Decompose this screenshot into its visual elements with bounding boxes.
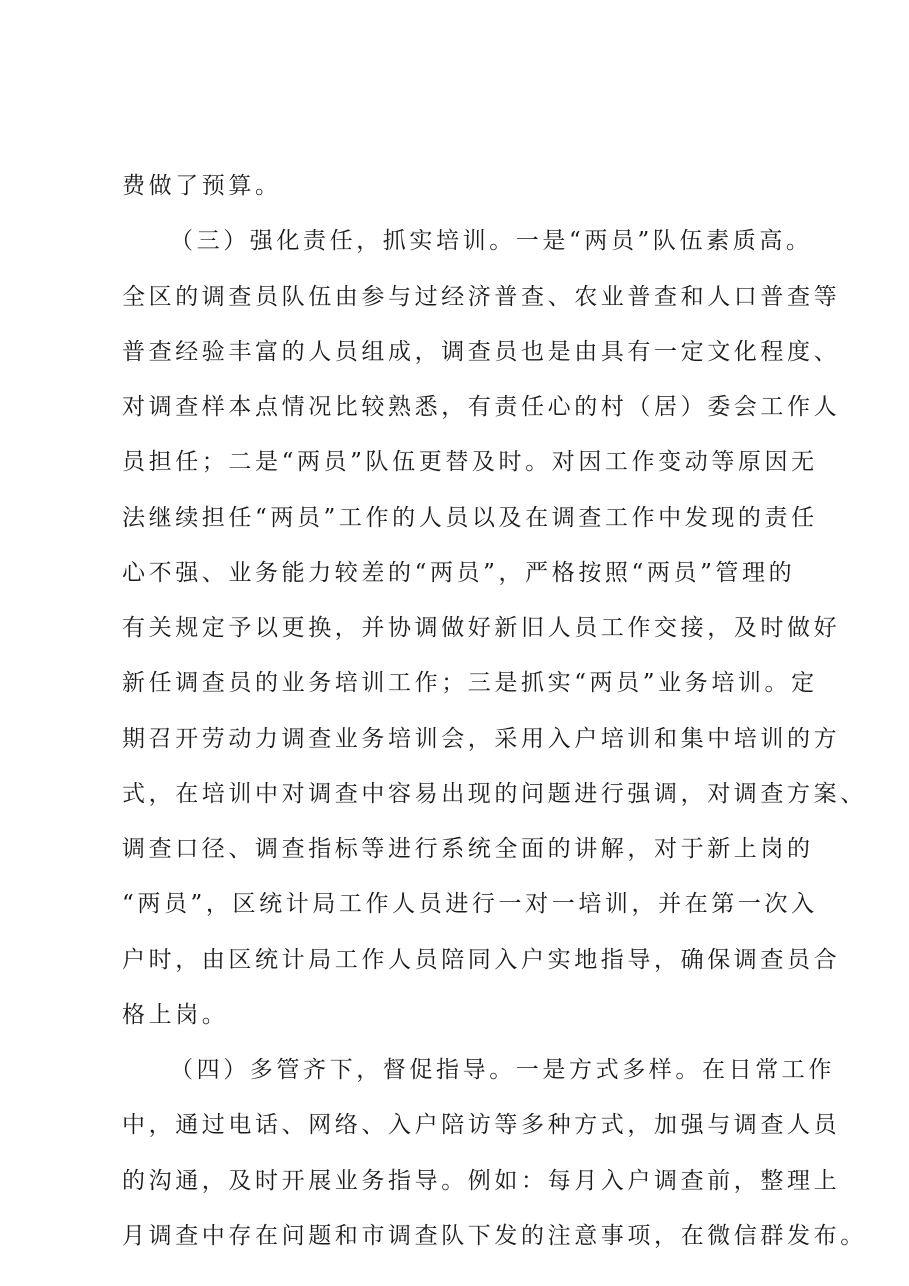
text-line: 中，通过电话、网络、入户陪访等多种方式，加强与调查人员 — [122, 1112, 841, 1138]
text-line: 式，在培训中对调查中容易出现的问题进行强调，对调查方案、 — [122, 781, 867, 807]
text-line: 户时，由区统计局工作人员陪同入户实地指导，确保调查员合 — [122, 947, 841, 973]
text-line: 的沟通，及时开展业务指导。例如：每月入户调查前，整理上 — [122, 1168, 841, 1194]
text-line: 费做了预算。 — [122, 173, 282, 199]
text-line: 全区的调查员队伍由参与过经济普查、农业普查和人口普查等 — [122, 284, 841, 310]
section-heading-4: （四）多管齐下，督促指导。一是方式多样。在日常工作 — [170, 1057, 835, 1083]
text-line: “两员”，区统计局工作人员进行一对一培训，并在第一次入 — [122, 891, 818, 917]
text-line: 期召开劳动力调查业务培训会，采用入户培训和集中培训的方 — [122, 726, 841, 752]
text-line: 格上岗。 — [122, 1002, 229, 1028]
section-heading-3: （三）强化责任，抓实培训。一是“两员”队伍素质高。 — [170, 228, 813, 254]
text-line: 有关规定予以更换，并协调做好新旧人员工作交接，及时做好 — [122, 615, 841, 641]
text-line: 对调查样本点情况比较熟悉，有责任心的村（居）委会工作人 — [122, 394, 841, 420]
text-line: 新任调查员的业务培训工作；三是抓实“两员”业务培训。定 — [122, 670, 818, 696]
text-line: 心不强、业务能力较差的“两员”，严格按照“两员”管理的 — [122, 560, 796, 586]
text-line: 月调查中存在问题和市调查队下发的注意事项，在微信群发布。 — [122, 1223, 867, 1249]
text-line: 调查口径、调查指标等进行系统全面的讲解，对于新上岗的 — [122, 836, 814, 862]
text-line: 普查经验丰富的人员组成，调查员也是由具有一定文化程度、 — [122, 339, 841, 365]
text-line: 员担任；二是“两员”队伍更替及时。对因工作变动等原因无 — [122, 449, 818, 475]
text-line: 法继续担任“两员”工作的人员以及在调查工作中发现的责任 — [122, 505, 818, 531]
